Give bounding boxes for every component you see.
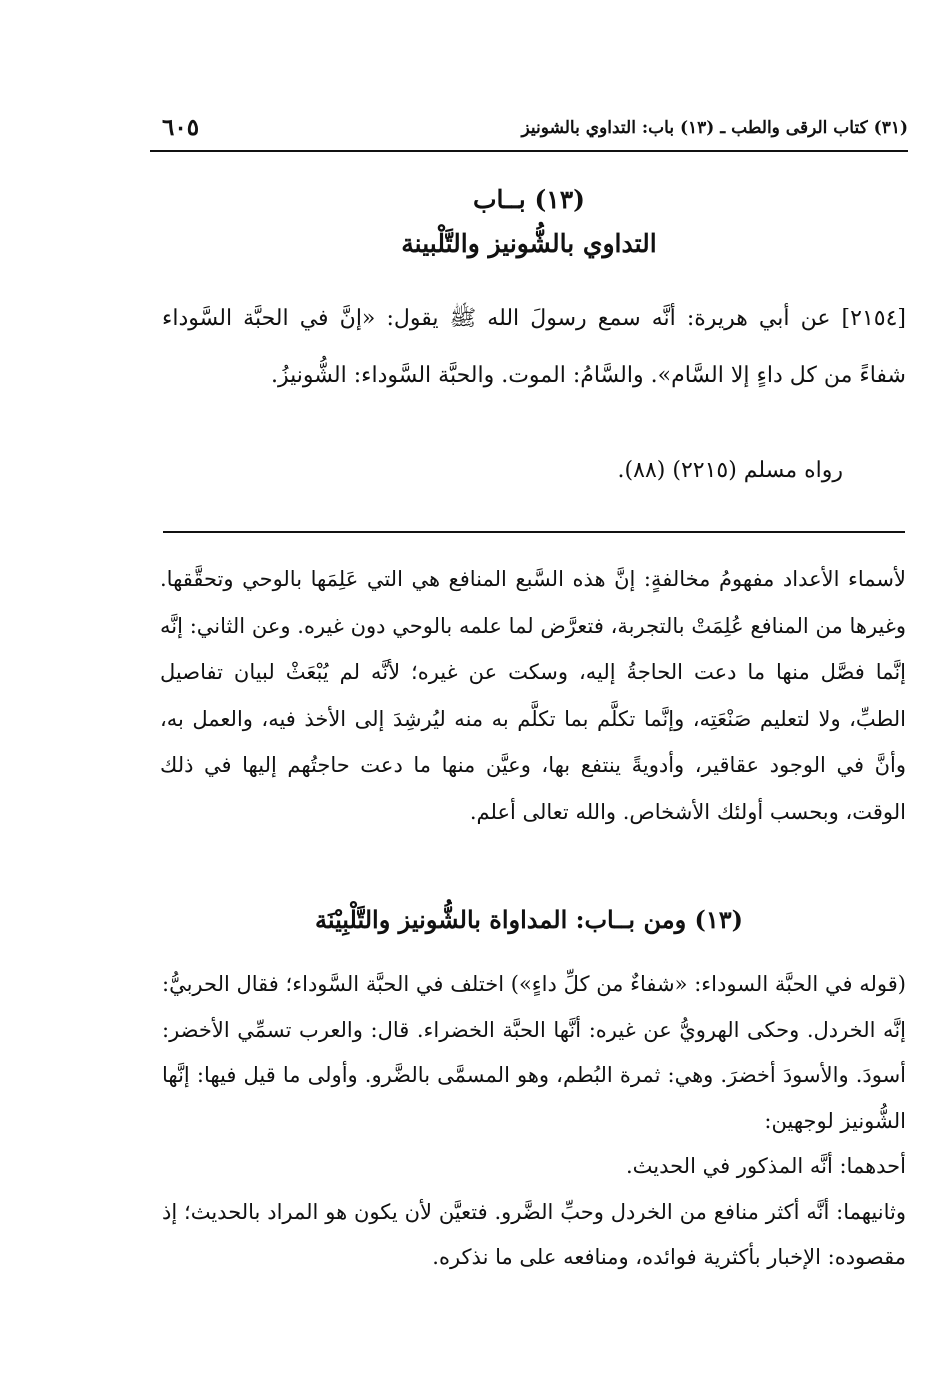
chapter-title: التداوي بالشُّونيز والتَّلْبينة (401, 229, 657, 258)
commentary-text: لأسماء الأعداد مفهومُ مخالفةٍ: إنَّ هذه السَّبع المنافع هي التي عَلِمَها بالوحي وتحقَّقها. وغيرها من المنافع عُلِمَتْ بالتجربة، فتعرَّض لما علمه بالوحي دون غيره. وعن الثاني: إنَّه إنَّما فصَّل منها ما دعت الحاجةُ إليه، وسكت عن غيره؛ لأنَّه لم يُبْعَثْ لبيان تفاصيل الطبِّ، ولا لتعليم صَنْعَتِه، وإنَّما تكلَّم بما تكلَّم به منه ليُرشِدَ إلى الأخذ فيه، والعمل به، وأنَّ في الوجود عقاقير، وأدويةً ينتفع بها، وعيَّن منها ما دعت حاجتُهم إليها في ذلك الوقت، وبحسب أولئك الأشخاص. والله تعالى أعلم. (160, 567, 906, 824)
commentary-paragraph: وثانيهما: أنَّه أكثر منافع من الخردل وحبِّ الضَّرو. فتعيَّن لأن يكون هو المراد بالحديث؛ إذ مقصوده: الإخبار بأكثرية فوائده، ومنافعه على ما نذكره. (162, 1199, 906, 1269)
commentary-paragraph: أحدهما: أنَّه المذكور في الحديث. (625, 1154, 906, 1178)
commentary-paragraph: (قوله في الحبَّة السوداء: «شفاءٌ من كلِّ داءٍ») اختلف في الحبَّة السَّوداء؛ فقال الحربيُّ: إنَّه الخردل. وحكى الهرويُّ عن غيره: أنَّها الحبَّة الخضراء. قال: والعرب تسمِّي الأخضر: أسودَ. والأسودَ أخضرَ. وهي: ثمرة البُطم، وهو المسمَّى بالضَّرو. وأولى ما قيل فيها: إنَّها الشُّونيز لوجهين: (162, 972, 906, 1133)
chapter-number: (١٣) بــاب (473, 185, 585, 214)
header-rule (150, 150, 908, 152)
hadith-source: رواه مسلم (٢٢١٥) (٨٨). (617, 458, 843, 483)
chapter-heading (150, 178, 908, 266)
commentary-heading: (١٣) ومن بــاب: المداواة بالشُّونيز والتَّلْبِيْنَة (314, 905, 744, 934)
page-header (150, 112, 908, 150)
hadith-text: [٢١٥٤] عن أبي هريرة: أنَّه سمع رسولَ الله ﷺ يقول: «إنَّ في الحبَّة السَّوداء شفاءً من كل داءٍ إلا السَّام». والسَّامُ: الموت. والحبَّة السَّوداء: الشُّونيزُ. (162, 306, 906, 388)
footnote-divider (163, 531, 905, 533)
commentary-section-body (162, 962, 906, 1281)
running-title: (٣١) كتاب الرقى والطب ـ (١٣) باب: التداوي بالشونيز (521, 118, 908, 138)
page-number: ٦٠٥ (162, 114, 200, 141)
